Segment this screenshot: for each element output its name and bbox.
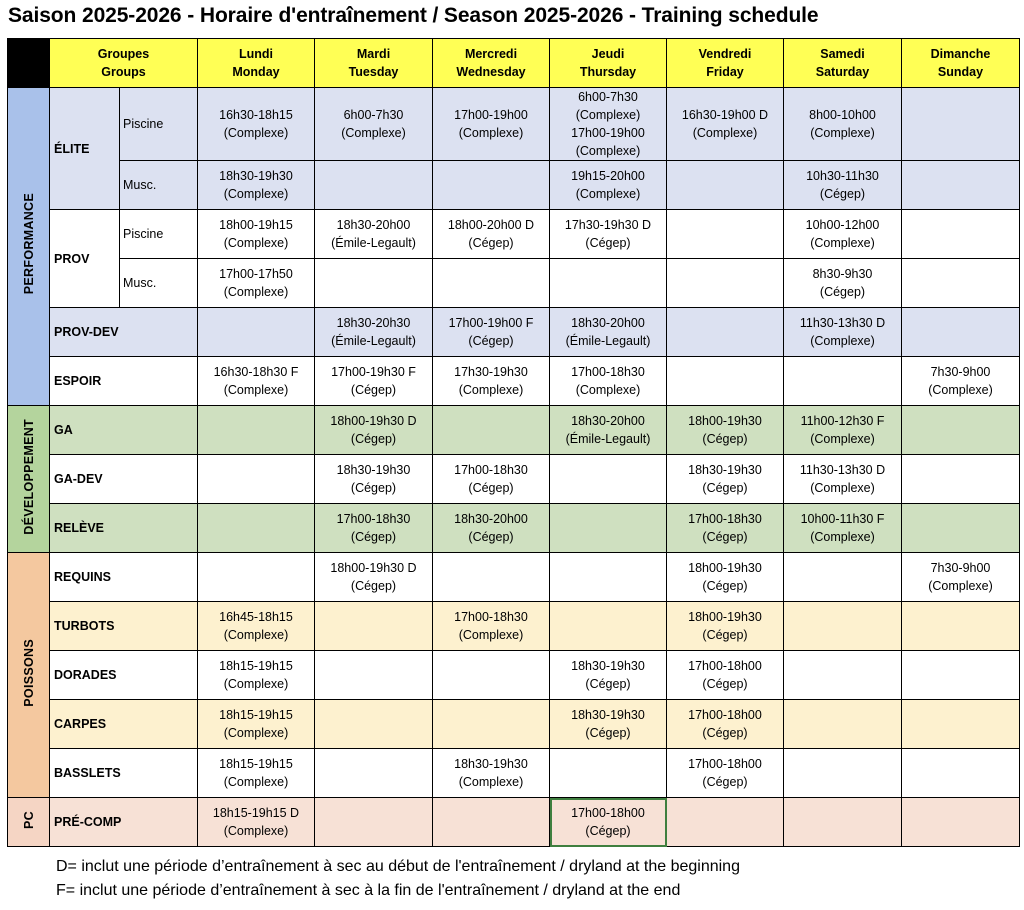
schedule-cell <box>902 798 1020 847</box>
schedule-cell <box>433 700 550 749</box>
schedule-cell: 16h30-18h15 (Complexe) <box>198 88 315 161</box>
schedule-cell <box>433 259 550 308</box>
schedule-cell <box>198 455 315 504</box>
table-row <box>8 406 1020 455</box>
schedule-cell: 11h30-13h30 D (Complexe) <box>784 308 902 357</box>
group-label-elite: ÉLITE <box>50 88 120 210</box>
schedule-cell: 17h00-19h00 (Complexe) <box>433 88 550 161</box>
section-label-text: PERFORMANCE <box>21 193 36 295</box>
schedule-cell: 18h30-19h30 (Cégep) <box>315 455 433 504</box>
table-row <box>8 504 1020 553</box>
day-en: Sunday <box>937 65 984 79</box>
schedule-cell <box>667 798 784 847</box>
schedule-cell: 10h00-12h00 (Complexe) <box>784 210 902 259</box>
day-fr: Mercredi <box>464 47 518 61</box>
schedule-cell: 17h00-18h00 (Cégep) <box>550 798 667 847</box>
table-row <box>8 602 1020 651</box>
schedule-cell <box>315 161 433 210</box>
schedule-cell: 18h30-19h30 (Cégep) <box>667 455 784 504</box>
day-en: Saturday <box>815 65 870 79</box>
schedule-cell: 18h30-19h30 (Complexe) <box>198 161 315 210</box>
group-label-requins: REQUINS <box>50 553 198 602</box>
schedule-cell <box>433 161 550 210</box>
schedule-cell <box>667 259 784 308</box>
group-label-carpes: CARPES <box>50 700 198 749</box>
table-row <box>8 210 1020 259</box>
day-fr: Vendredi <box>698 47 752 61</box>
schedule-cell <box>902 455 1020 504</box>
day-en: Wednesday <box>456 65 526 79</box>
group-label-basslets: BASSLETS <box>50 749 198 798</box>
groups-header <box>50 39 198 88</box>
schedule-cell: 17h00-18h00 (Cégep) <box>667 651 784 700</box>
schedule-cell: 18h15-19h15 (Complexe) <box>198 651 315 700</box>
day-en: Tuesday <box>348 65 399 79</box>
schedule-cell <box>550 749 667 798</box>
schedule-cell: 17h00-17h50 (Complexe) <box>198 259 315 308</box>
schedule-cell: 18h30-19h30 (Cégep) <box>550 651 667 700</box>
schedule-cell: 7h30-9h00 (Complexe) <box>902 357 1020 406</box>
schedule-cell: 18h00-19h30 D (Cégep) <box>315 406 433 455</box>
schedule-cell: 17h00-18h30 (Cégep) <box>433 455 550 504</box>
group-label-ga-dev: GA-DEV <box>50 455 198 504</box>
schedule-cell: 18h15-19h15 D (Complexe) <box>198 798 315 847</box>
day-en: Monday <box>232 65 280 79</box>
schedule-cell <box>198 504 315 553</box>
schedule-cell: 17h30-19h30 (Complexe) <box>433 357 550 406</box>
schedule-cell: 7h30-9h00 (Complexe) <box>902 553 1020 602</box>
schedule-cell <box>315 749 433 798</box>
schedule-cell <box>198 553 315 602</box>
table-row <box>8 798 1020 847</box>
schedule-cell <box>784 553 902 602</box>
groups-header-fr: Groupes <box>97 47 150 61</box>
schedule-cell <box>902 602 1020 651</box>
schedule-cell <box>784 798 902 847</box>
schedule-cell: 11h00-12h30 F (Complexe) <box>784 406 902 455</box>
schedule-cell <box>315 798 433 847</box>
section-label-text: DÉVELOPPEMENT <box>21 418 36 535</box>
schedule-cell: 18h00-19h30 (Cégep) <box>667 553 784 602</box>
day-header-wednesday <box>433 39 550 88</box>
section-label-performance <box>8 88 50 406</box>
schedule-cell <box>667 357 784 406</box>
schedule-cell: 16h30-19h00 D (Complexe) <box>667 88 784 161</box>
schedule-cell <box>902 504 1020 553</box>
schedule-cell <box>784 700 902 749</box>
subgroup-label-musc: Musc. <box>120 259 198 308</box>
schedule-table <box>7 38 1020 847</box>
schedule-cell <box>902 406 1020 455</box>
day-header-saturday <box>784 39 902 88</box>
table-row <box>8 357 1020 406</box>
schedule-cell: 17h00-19h30 F (Cégep) <box>315 357 433 406</box>
schedule-cell: 18h00-20h00 D (Cégep) <box>433 210 550 259</box>
groups-header-en: Groups <box>101 65 146 79</box>
subgroup-label-musc: Musc. <box>120 161 198 210</box>
schedule-cell: 17h00-18h30 (Cégep) <box>315 504 433 553</box>
day-fr: Jeudi <box>591 47 625 61</box>
schedule-cell <box>550 602 667 651</box>
schedule-cell <box>667 308 784 357</box>
schedule-cell: 16h30-18h30 F (Complexe) <box>198 357 315 406</box>
table-row <box>8 455 1020 504</box>
day-header-friday <box>667 39 784 88</box>
schedule-cell: 19h15-20h00 (Complexe) <box>550 161 667 210</box>
schedule-cell <box>433 553 550 602</box>
subgroup-label-piscine: Piscine <box>120 210 198 259</box>
schedule-cell <box>902 210 1020 259</box>
schedule-cell: 18h15-19h15 (Complexe) <box>198 700 315 749</box>
schedule-cell: 18h15-19h15 (Complexe) <box>198 749 315 798</box>
table-row <box>8 700 1020 749</box>
corner-cell <box>8 39 50 88</box>
schedule-cell <box>784 651 902 700</box>
schedule-cell: 17h00-18h00 (Cégep) <box>667 700 784 749</box>
section-label-text: PC <box>21 810 36 829</box>
day-header-thursday <box>550 39 667 88</box>
schedule-cell: 18h30-20h00 (Cégep) <box>433 504 550 553</box>
header-row <box>8 39 1020 88</box>
schedule-cell: 17h00-18h30 (Complexe) <box>433 602 550 651</box>
footnote-d: D= inclut une période d’entraînement à sec au début de l'entraînement / dryland at the beginning <box>56 858 740 875</box>
schedule-cell <box>902 259 1020 308</box>
schedule-cell <box>433 798 550 847</box>
group-label-espoir: ESPOIR <box>50 357 198 406</box>
schedule-cell <box>902 161 1020 210</box>
day-fr: Samedi <box>820 47 865 61</box>
schedule-cell <box>198 406 315 455</box>
table-row <box>8 88 1020 161</box>
table-row <box>8 749 1020 798</box>
schedule-cell: 10h30-11h30 (Cégep) <box>784 161 902 210</box>
schedule-cell: 17h00-18h30 (Cégep) <box>667 504 784 553</box>
day-header-sunday <box>902 39 1020 88</box>
schedule-cell: 18h30-20h00 (Émile-Legault) <box>550 406 667 455</box>
schedule-cell: 6h00-7h30 (Complexe) <box>315 88 433 161</box>
schedule-cell: 6h00-7h30 (Complexe) 17h00-19h00 (Complexe) <box>550 88 667 161</box>
subgroup-label-piscine: Piscine <box>120 88 198 161</box>
section-label-developpement <box>8 406 50 553</box>
group-label-prov-dev: PROV-DEV <box>50 308 198 357</box>
group-label-turbots: TURBOTS <box>50 602 198 651</box>
section-label-text: POISSONS <box>21 638 36 707</box>
schedule-cell <box>550 259 667 308</box>
table-row <box>8 161 1020 210</box>
schedule-cell: 17h00-19h00 F (Cégep) <box>433 308 550 357</box>
schedule-cell: 18h30-20h30 (Émile-Legault) <box>315 308 433 357</box>
table-row <box>8 553 1020 602</box>
schedule-cell: 18h00-19h30 (Cégep) <box>667 406 784 455</box>
day-en: Friday <box>706 65 744 79</box>
schedule-cell: 16h45-18h15 (Complexe) <box>198 602 315 651</box>
schedule-cell: 18h00-19h15 (Complexe) <box>198 210 315 259</box>
day-fr: Dimanche <box>930 47 991 61</box>
day-en: Thursday <box>579 65 637 79</box>
schedule-cell: 10h00-11h30 F (Complexe) <box>784 504 902 553</box>
group-label-prov: PROV <box>50 210 120 308</box>
schedule-cell: 8h30-9h30 (Cégep) <box>784 259 902 308</box>
day-fr: Lundi <box>238 47 273 61</box>
schedule-cell <box>902 749 1020 798</box>
group-label-releve: RELÈVE <box>50 504 198 553</box>
group-label-pre-comp: PRÉ-COMP <box>50 798 198 847</box>
section-label-pc <box>8 798 50 847</box>
group-label-dorades: DORADES <box>50 651 198 700</box>
schedule-cell <box>902 88 1020 161</box>
schedule-cell <box>902 700 1020 749</box>
day-header-monday <box>198 39 315 88</box>
schedule-cell <box>784 602 902 651</box>
schedule-cell <box>550 504 667 553</box>
schedule-cell <box>433 406 550 455</box>
table-row <box>8 651 1020 700</box>
schedule-cell: 18h00-19h30 (Cégep) <box>667 602 784 651</box>
schedule-cell: 18h30-20h00 (Émile-Legault) <box>550 308 667 357</box>
schedule-cell <box>315 651 433 700</box>
schedule-cell: 18h30-20h00 (Émile-Legault) <box>315 210 433 259</box>
schedule-cell: 11h30-13h30 D (Complexe) <box>784 455 902 504</box>
schedule-cell <box>550 553 667 602</box>
schedule-cell <box>315 700 433 749</box>
schedule-cell: 17h00-18h00 (Cégep) <box>667 749 784 798</box>
schedule-cell <box>784 357 902 406</box>
schedule-cell <box>902 308 1020 357</box>
schedule-cell <box>315 602 433 651</box>
schedule-cell: 17h00-18h30 (Complexe) <box>550 357 667 406</box>
schedule-cell: 18h30-19h30 (Cégep) <box>550 700 667 749</box>
schedule-cell <box>550 455 667 504</box>
schedule-cell <box>198 308 315 357</box>
schedule-cell: 18h30-19h30 (Complexe) <box>433 749 550 798</box>
schedule-cell: 8h00-10h00 (Complexe) <box>784 88 902 161</box>
schedule-cell <box>667 210 784 259</box>
section-label-poissons <box>8 553 50 798</box>
table-row <box>8 259 1020 308</box>
schedule-cell: 18h00-19h30 D (Cégep) <box>315 553 433 602</box>
schedule-cell <box>315 259 433 308</box>
day-header-tuesday <box>315 39 433 88</box>
schedule-cell <box>902 651 1020 700</box>
schedule-cell <box>667 161 784 210</box>
group-label-ga: GA <box>50 406 198 455</box>
day-fr: Mardi <box>356 47 391 61</box>
schedule-cell <box>433 651 550 700</box>
table-row <box>8 308 1020 357</box>
schedule-cell: 17h30-19h30 D (Cégep) <box>550 210 667 259</box>
schedule-cell <box>784 749 902 798</box>
page-title: Saison 2025-2026 - Horaire d'entraînement / Season 2025-2026 - Training schedule <box>8 4 819 27</box>
footnote-f: F= inclut une période d’entraînement à sec à la fin de l'entraînement / dryland at the end <box>56 882 681 899</box>
